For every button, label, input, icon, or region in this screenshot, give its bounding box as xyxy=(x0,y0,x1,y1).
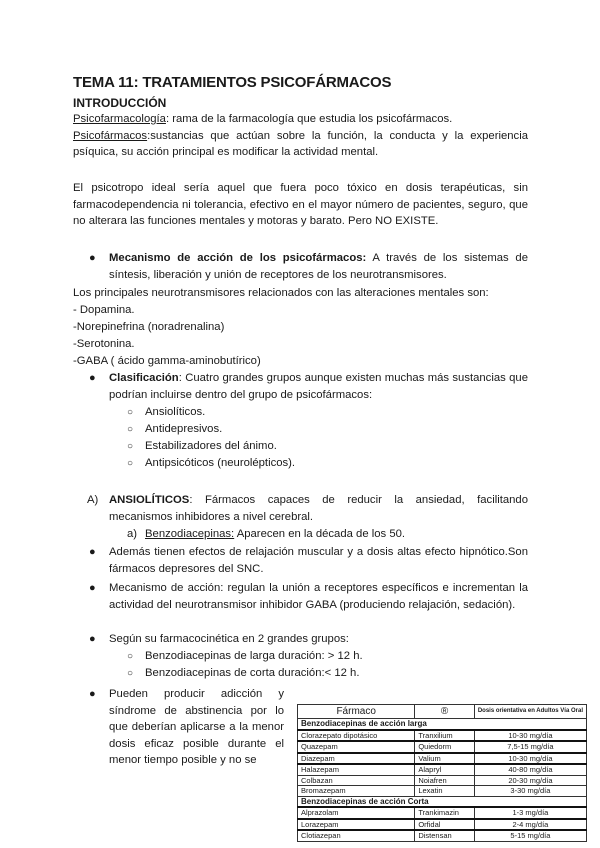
brand-cell: Lexatin xyxy=(415,786,475,797)
dose-cell: 5-15 mg/día xyxy=(474,830,586,841)
pk-bullet: Según su farmacocinética en 2 grandes grupos: xyxy=(109,633,349,645)
bullet-dot: ● xyxy=(89,582,96,594)
dose-cell: 20-30 mg/día xyxy=(474,775,586,786)
table-row xyxy=(298,786,587,797)
nt-item: -Norepinefrina (noradrenalina) xyxy=(73,321,225,333)
bullet-dot: ● xyxy=(89,633,96,645)
drug-cell: Bromazepam xyxy=(298,786,415,797)
dose-cell: 3-30 mg/día xyxy=(474,786,586,797)
definition-paragraph xyxy=(73,111,528,161)
ideal-paragraph: El psicotropo ideal sería aquel que fuera poco tóxico en dosis terapéuticas, sin farmacodependencia ni tolerancia, efectivo en el mayor número de pacientes, seguro, que no alterara las funciones mentales y motoras y barato. Pero NO EXISTE. xyxy=(73,182,528,227)
nt-intro: Los principales neurotransmisores relacionados con las alteraciones mentales son: xyxy=(73,287,489,299)
def1-text: : rama de la farmacología que estudia los psicofármacos. xyxy=(165,113,453,125)
brand-cell: Noiafren xyxy=(415,775,475,786)
circle-bullet-icon: ○ xyxy=(127,651,134,662)
classification-label: Clasificación xyxy=(109,372,179,384)
dose-cell: 2-4 mg/día xyxy=(474,819,586,831)
def2-text: :sustancias que actúan sobre la función, la conducta y la experiencia psíquica, su acción principal es modificar la actividad mental. xyxy=(73,129,528,158)
class-item: Ansiolíticos. xyxy=(145,406,206,418)
dose-cell: 1-3 mg/día xyxy=(474,807,586,819)
benzodiazepines-text: Aparecen en la década de los 50. xyxy=(234,528,406,540)
dose-cell: 10-30 mg/día xyxy=(474,730,586,742)
bullet-dot: ● xyxy=(89,688,96,700)
circle-bullet-icon: ○ xyxy=(127,424,134,435)
dose-cell: 10-30 mg/día xyxy=(474,753,586,765)
brand-cell: Valium xyxy=(415,753,475,765)
table-section-row xyxy=(298,719,587,730)
circle-bullet-icon: ○ xyxy=(127,407,134,418)
table-row xyxy=(298,741,587,753)
relax-bullet: Además tienen efectos de relajación muscular y a dosis altas efecto hipnótico.Son fármacos depresores del SNC. xyxy=(109,546,528,575)
drug-cell: Quazepam xyxy=(298,741,415,753)
brand-cell: Alapryl xyxy=(415,764,475,775)
addiction-bullet: Pueden producir adicción y síndrome de abstinencia por lo que deberían aplicarse a la menor dosis eficaz posible durante el menor tiempo posible y no se xyxy=(109,688,284,766)
brand-cell: Quiedorm xyxy=(415,741,475,753)
intro-heading: INTRODUCCIÓN xyxy=(73,96,167,110)
table-row xyxy=(298,830,587,841)
drug-cell: Alprazolam xyxy=(298,807,415,819)
brand-cell: Tranxilium xyxy=(415,730,475,742)
drug-cell: Halazepam xyxy=(298,764,415,775)
section-a-paragraph xyxy=(109,492,528,525)
table-section-row xyxy=(298,796,587,807)
header-brand: ® xyxy=(415,705,475,719)
table-row xyxy=(298,819,587,831)
mechanism-bullet xyxy=(109,250,528,283)
table-row xyxy=(298,775,587,786)
circle-bullet-icon: ○ xyxy=(127,668,134,679)
section-label: Benzodiacepinas de acción larga xyxy=(298,719,587,730)
section-a-text: : Fármacos capaces de reducir la ansiedad, facilitando mecanismos inhibidores a nivel cerebral. xyxy=(109,494,528,523)
pk-item: Benzodiacepinas de corta duración:< 12 h. xyxy=(145,667,360,679)
mechanism2-bullet: Mecanismo de acción: regulan la unión a receptores específicos e incrementan la actividad del neurotransmisor inhibidor GABA (produciendo relajación, sedación). xyxy=(109,582,528,611)
header-dose: Dosis orientativa en Adultos Vía Oral xyxy=(474,705,586,719)
nt-item: -Serotonina. xyxy=(73,338,135,350)
class-item: Estabilizadores del ánimo. xyxy=(145,440,277,452)
nt-item: - Dopamina. xyxy=(73,304,135,316)
mechanism-label: Mecanismo de acción de los psicofármacos: xyxy=(109,252,367,264)
dose-cell: 7,5-15 mg/día xyxy=(474,741,586,753)
dose-cell: 40-80 mg/día xyxy=(474,764,586,775)
bullet-dot: ● xyxy=(89,546,96,558)
drug-cell: Clotiazepan xyxy=(298,830,415,841)
drug-cell: Lorazepam xyxy=(298,819,415,831)
table-row xyxy=(298,730,587,742)
mechanism-text: A través de los sistemas de síntesis, liberación y unión de receptores de los neurotransmisores. xyxy=(109,252,528,281)
table-row xyxy=(298,764,587,775)
brand-cell: Orfidal xyxy=(415,819,475,831)
drug-cell: Diazepam xyxy=(298,753,415,765)
drug-cell: Colbazan xyxy=(298,775,415,786)
circle-bullet-icon: ○ xyxy=(127,458,134,469)
bullet-dot: ● xyxy=(89,252,96,264)
table-header-row xyxy=(298,705,587,719)
brand-cell: Distensan xyxy=(415,830,475,841)
sub-a-marker: a) xyxy=(127,528,138,540)
class-item: Antidepresivos. xyxy=(145,423,223,435)
benzodiazepines-term: Benzodiacepinas: xyxy=(145,528,235,540)
benzodiazepines-line xyxy=(145,526,405,543)
benzodiazepine-table xyxy=(297,704,587,842)
bullet-dot: ● xyxy=(89,372,96,384)
brand-cell: Trankimazin xyxy=(415,807,475,819)
def1-term: Psicofarmacología xyxy=(73,113,166,125)
classification-bullet xyxy=(109,370,528,403)
classification-text: : Cuatro grandes grupos aunque existen muchas más sustancias que podrían incluirse dentro del grupo de psicofármacos: xyxy=(109,372,528,401)
page-title: TEMA 11: TRATAMIENTOS PSICOFÁRMACOS xyxy=(73,74,392,91)
def2-term: Psicofármacos xyxy=(73,129,148,142)
table-row xyxy=(298,753,587,765)
header-drug: Fármaco xyxy=(298,705,415,719)
section-a-label: ANSIOLÍTICOS xyxy=(109,494,190,506)
circle-bullet-icon: ○ xyxy=(127,441,134,452)
section-label: Benzodiacepinas de acción Corta xyxy=(298,796,587,807)
table-row xyxy=(298,807,587,819)
pk-item: Benzodiacepinas de larga duración: > 12 h. xyxy=(145,650,363,662)
class-item: Antipsicóticos (neurolépticos). xyxy=(145,457,296,469)
nt-item: -GABA ( ácido gamma-aminobutírico) xyxy=(73,355,261,367)
drug-cell: Clorazepato dipotásico xyxy=(298,730,415,742)
section-a-marker: A) xyxy=(87,494,99,506)
